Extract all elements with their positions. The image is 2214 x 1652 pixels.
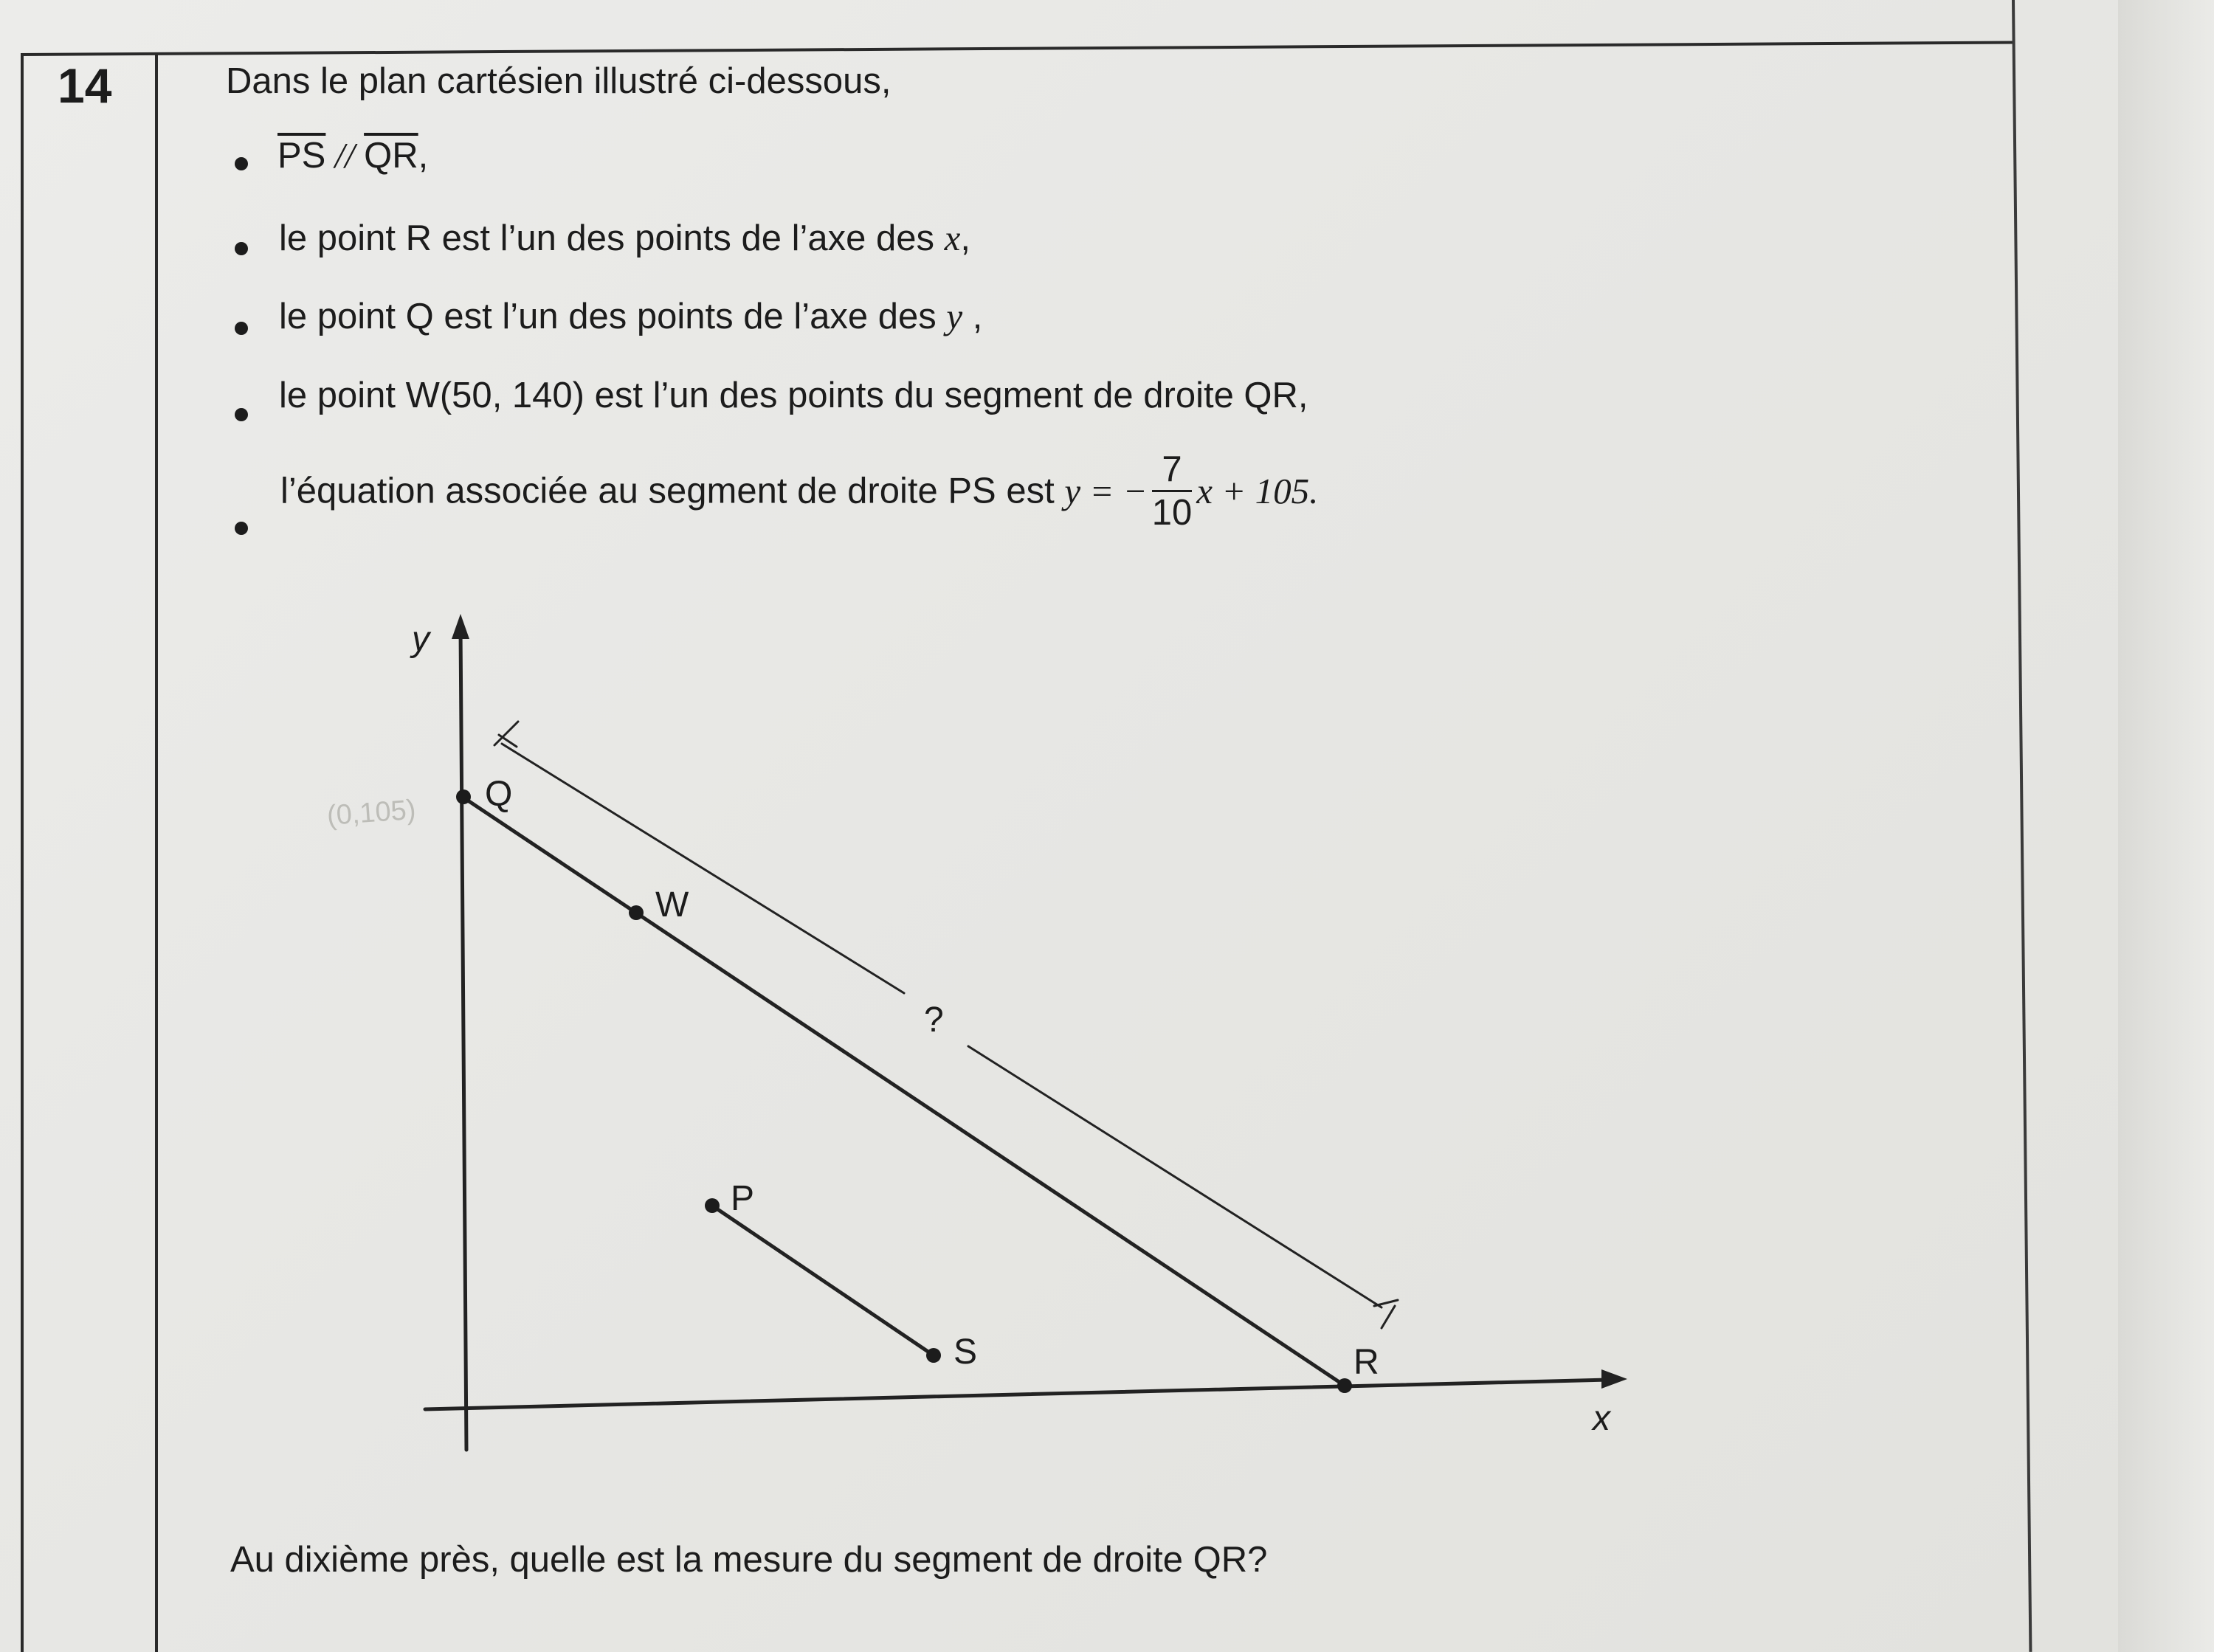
point-p-dot [705, 1198, 720, 1213]
point-r-dot [1337, 1378, 1352, 1393]
point-q-dot [456, 789, 471, 804]
variable-x: x [944, 218, 961, 258]
y-axis-label: y [412, 620, 430, 659]
variable-y: y [946, 296, 963, 336]
punctuation: , [418, 136, 429, 176]
segment-qr-label: $\overline{QR}$ [364, 136, 418, 176]
x-axis [425, 1380, 1609, 1409]
question-intro: Dans le plan cartésien illustré ci-dessous, [226, 61, 892, 101]
y-axis-arrowhead [452, 614, 469, 639]
handwritten-note: (0,105) [325, 794, 417, 832]
question-prompt: Au dixième près, quelle est la mesure du segment de droite QR? [230, 1540, 1268, 1580]
bullet-text: le point R est l’un des points de l’axe des [279, 218, 945, 258]
segment-ps [712, 1206, 934, 1355]
bullet-text: l’équation associée au segment de droite PS est [280, 471, 1065, 511]
parallel-symbol: // [325, 135, 365, 176]
measure-end-tick-bottom [1374, 1300, 1398, 1328]
punctuation: , [962, 297, 983, 336]
point-w-label: W [655, 885, 689, 925]
bullet-text: le point Q est l’un des points de l’axe des [279, 297, 947, 336]
bullet-text: est l’un des points du segment de droite QR, [584, 376, 1308, 415]
y-axis [461, 627, 466, 1450]
point-q-label: Q [485, 775, 513, 814]
equation-lhs: y = − [1064, 471, 1148, 511]
point-w-coordinates: le point W(50, 140) [279, 376, 584, 415]
point-s-label: S [953, 1333, 978, 1372]
point-s-dot [926, 1348, 941, 1363]
equation-rhs: x + 105. [1196, 471, 1319, 511]
segment-ps-label: $\overline{PS}$ [277, 136, 326, 176]
x-axis-arrowhead [1601, 1369, 1627, 1389]
point-w-dot [629, 905, 644, 920]
measure-unknown-label: ? [924, 1000, 944, 1040]
measure-end-tick-top [494, 722, 518, 747]
punctuation: , [960, 218, 970, 258]
segment-qr [463, 798, 1345, 1386]
fraction-denominator: 10 [1151, 493, 1193, 533]
point-p-label: P [731, 1179, 755, 1218]
x-axis-label: x [1593, 1399, 1610, 1438]
fraction-numerator: 7 [1152, 449, 1193, 492]
point-r-label: R [1353, 1343, 1379, 1382]
question-number: 14 [58, 58, 112, 113]
